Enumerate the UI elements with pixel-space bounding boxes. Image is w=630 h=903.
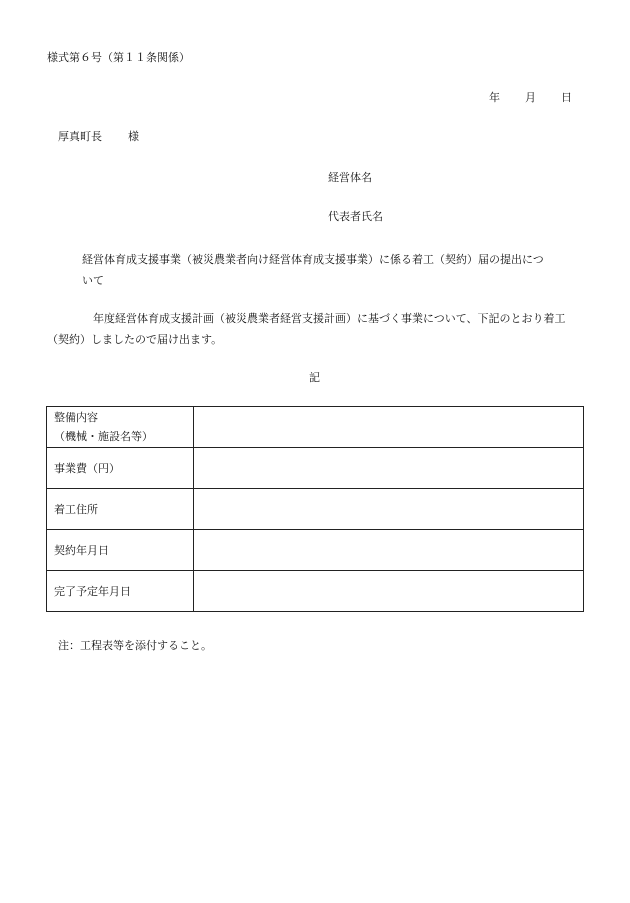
representative-label: 代表者氏名 [328,210,383,223]
addressee-name: 厚真町長 [58,130,102,143]
row-value-site-address[interactable] [194,489,584,530]
table-row [47,448,584,489]
date-month-label: 月 [525,91,536,104]
date-year-label: 年 [489,91,500,104]
body-text: 年度経営体育成支援計画（被災農業者経営支援計画）に基づく事業について、下記のとおり着工（契約）しましたので届け出ます。 [47,312,566,346]
body-paragraph [47,308,587,350]
row-value-completion-date[interactable] [194,571,584,612]
subject-title: 経営体育成支援事業（被災農業者向け経営体育成支援事業）に係る着工（契約）届の提出について [82,253,544,287]
table-row [47,571,584,612]
row-value-equipment[interactable] [194,407,584,448]
row-label-line1: 整備内容 [54,411,98,424]
addressee-honorific: 様 [128,130,139,143]
table-row [47,407,584,448]
footnote: 注：工程表等を添付すること。 [58,639,212,652]
row-label-site-address: 着工住所 [47,489,194,530]
ki-heading: 記 [309,371,320,384]
details-table [46,406,584,612]
row-label-completion-date: 完了予定年月日 [47,571,194,612]
form-number: 様式第６号（第１１条関係） [47,51,190,64]
row-label-contract-date: 契約年月日 [47,530,194,571]
row-value-contract-date[interactable] [194,530,584,571]
row-label-equipment [47,407,194,448]
row-label-cost: 事業費（円） [47,448,194,489]
table-row [47,489,584,530]
date-day-label: 日 [561,91,572,104]
row-label-line2: （機械・施設名等） [54,430,153,443]
row-value-cost[interactable] [194,448,584,489]
business-name-label: 経営体名 [328,171,372,184]
table-row [47,530,584,571]
